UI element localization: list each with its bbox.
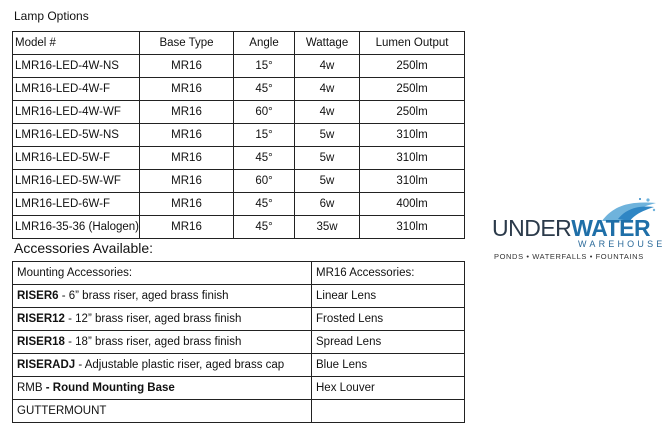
header-lumen-output: Lumen Output	[360, 32, 465, 55]
cell-base-type: MR16	[140, 170, 234, 193]
table-row	[13, 377, 465, 400]
table-row	[13, 400, 465, 423]
header-mounting-accessories: Mounting Accessories:	[13, 262, 312, 285]
header-model: Model #	[13, 32, 140, 55]
table-row	[13, 193, 465, 216]
accessories-title: Accessories Available:	[14, 240, 154, 256]
table-row	[13, 101, 465, 124]
cell-wattage: 6w	[295, 193, 360, 216]
accessory-code: RMB	[17, 382, 43, 394]
accessory-desc: - Adjustable plastic riser, aged brass cap	[75, 359, 285, 371]
cell-base-type: MR16	[140, 147, 234, 170]
table-row	[13, 55, 465, 78]
cell-angle: 45°	[234, 78, 295, 101]
cell-model: LMR16-35-36 (Halogen)	[13, 216, 140, 239]
cell-wattage: 5w	[295, 124, 360, 147]
accessory-desc: - Round Mounting Base	[42, 382, 175, 394]
cell-wattage: 5w	[295, 147, 360, 170]
cell-model: LMR16-LED-4W-F	[13, 78, 140, 101]
cell-wattage: 35w	[295, 216, 360, 239]
cell-angle: 45°	[234, 193, 295, 216]
cell-wattage: 4w	[295, 78, 360, 101]
logo-tagline: PONDS • WATERFALLS • FOUNTAINS	[494, 252, 644, 261]
cell-angle: 15°	[234, 124, 295, 147]
logo-subword: WAREHOUSE	[578, 239, 666, 249]
accessory-code: RISER12	[17, 313, 65, 325]
cell-angle: 15°	[234, 55, 295, 78]
header-angle: Angle	[234, 32, 295, 55]
cell-base-type: MR16	[140, 55, 234, 78]
logo-word-water: WATER	[571, 215, 651, 241]
cell-model: LMR16-LED-5W-NS	[13, 124, 140, 147]
cell-lumen: 250lm	[360, 55, 465, 78]
table-row	[13, 170, 465, 193]
cell-base-type: MR16	[140, 124, 234, 147]
cell-lumen: 310lm	[360, 170, 465, 193]
cell-lumen: 250lm	[360, 101, 465, 124]
cell-mounting	[13, 354, 312, 377]
cell-mr16: Linear Lens	[312, 285, 465, 308]
lamp-options-table	[12, 31, 465, 239]
accessory-code: RISER18	[17, 336, 65, 348]
cell-model: LMR16-LED-4W-WF	[13, 101, 140, 124]
cell-base-type: MR16	[140, 216, 234, 239]
cell-mounting	[13, 331, 312, 354]
cell-mounting	[13, 308, 312, 331]
cell-wattage: 5w	[295, 170, 360, 193]
cell-mounting	[13, 377, 312, 400]
header-base-type: Base Type	[140, 32, 234, 55]
table-row	[13, 124, 465, 147]
accessory-desc: - 18” brass riser, aged brass finish	[64, 336, 242, 348]
cell-lumen: 310lm	[360, 124, 465, 147]
cell-base-type: MR16	[140, 78, 234, 101]
accessory-code: RISER6	[17, 290, 59, 302]
cell-base-type: MR16	[140, 193, 234, 216]
cell-model: LMR16-LED-5W-WF	[13, 170, 140, 193]
table-row	[13, 216, 465, 239]
cell-angle: 45°	[234, 147, 295, 170]
cell-mr16: Frosted Lens	[312, 308, 465, 331]
table-row	[13, 331, 465, 354]
cell-wattage: 4w	[295, 55, 360, 78]
header-mr16-accessories: MR16 Accessories:	[312, 262, 465, 285]
cell-lumen: 310lm	[360, 147, 465, 170]
table-row	[13, 147, 465, 170]
accessory-code: GUTTERMOUNT	[17, 405, 107, 417]
accessory-desc: - 12” brass riser, aged brass finish	[64, 313, 242, 325]
cell-base-type: MR16	[140, 101, 234, 124]
accessories-table	[12, 261, 465, 423]
cell-model: LMR16-LED-5W-F	[13, 147, 140, 170]
cell-angle: 60°	[234, 170, 295, 193]
lamp-options-title: Lamp Options	[14, 9, 89, 23]
logo-wordmark	[492, 215, 650, 242]
cell-model: LMR16-LED-6W-F	[13, 193, 140, 216]
cell-model: LMR16-LED-4W-NS	[13, 55, 140, 78]
cell-mounting	[13, 400, 312, 423]
cell-angle: 60°	[234, 101, 295, 124]
table-row	[13, 78, 465, 101]
table-header-row	[13, 32, 465, 55]
table-row	[13, 354, 465, 377]
cell-mr16: Hex Louver	[312, 377, 465, 400]
cell-mr16: Spread Lens	[312, 331, 465, 354]
table-header-row	[13, 262, 465, 285]
logo-word-under: UNDER	[492, 215, 572, 241]
underwater-warehouse-logo	[490, 195, 666, 265]
cell-angle: 45°	[234, 216, 295, 239]
cell-lumen: 400lm	[360, 193, 465, 216]
accessory-desc: - 6” brass riser, aged brass finish	[58, 290, 229, 302]
accessory-code: RISERADJ	[17, 359, 76, 371]
table-row	[13, 285, 465, 308]
header-wattage: Wattage	[295, 32, 360, 55]
table-row	[13, 308, 465, 331]
cell-mounting	[13, 285, 312, 308]
cell-mr16	[312, 400, 465, 423]
cell-lumen: 310lm	[360, 216, 465, 239]
cell-mr16: Blue Lens	[312, 354, 465, 377]
cell-wattage: 4w	[295, 101, 360, 124]
cell-lumen: 250lm	[360, 78, 465, 101]
